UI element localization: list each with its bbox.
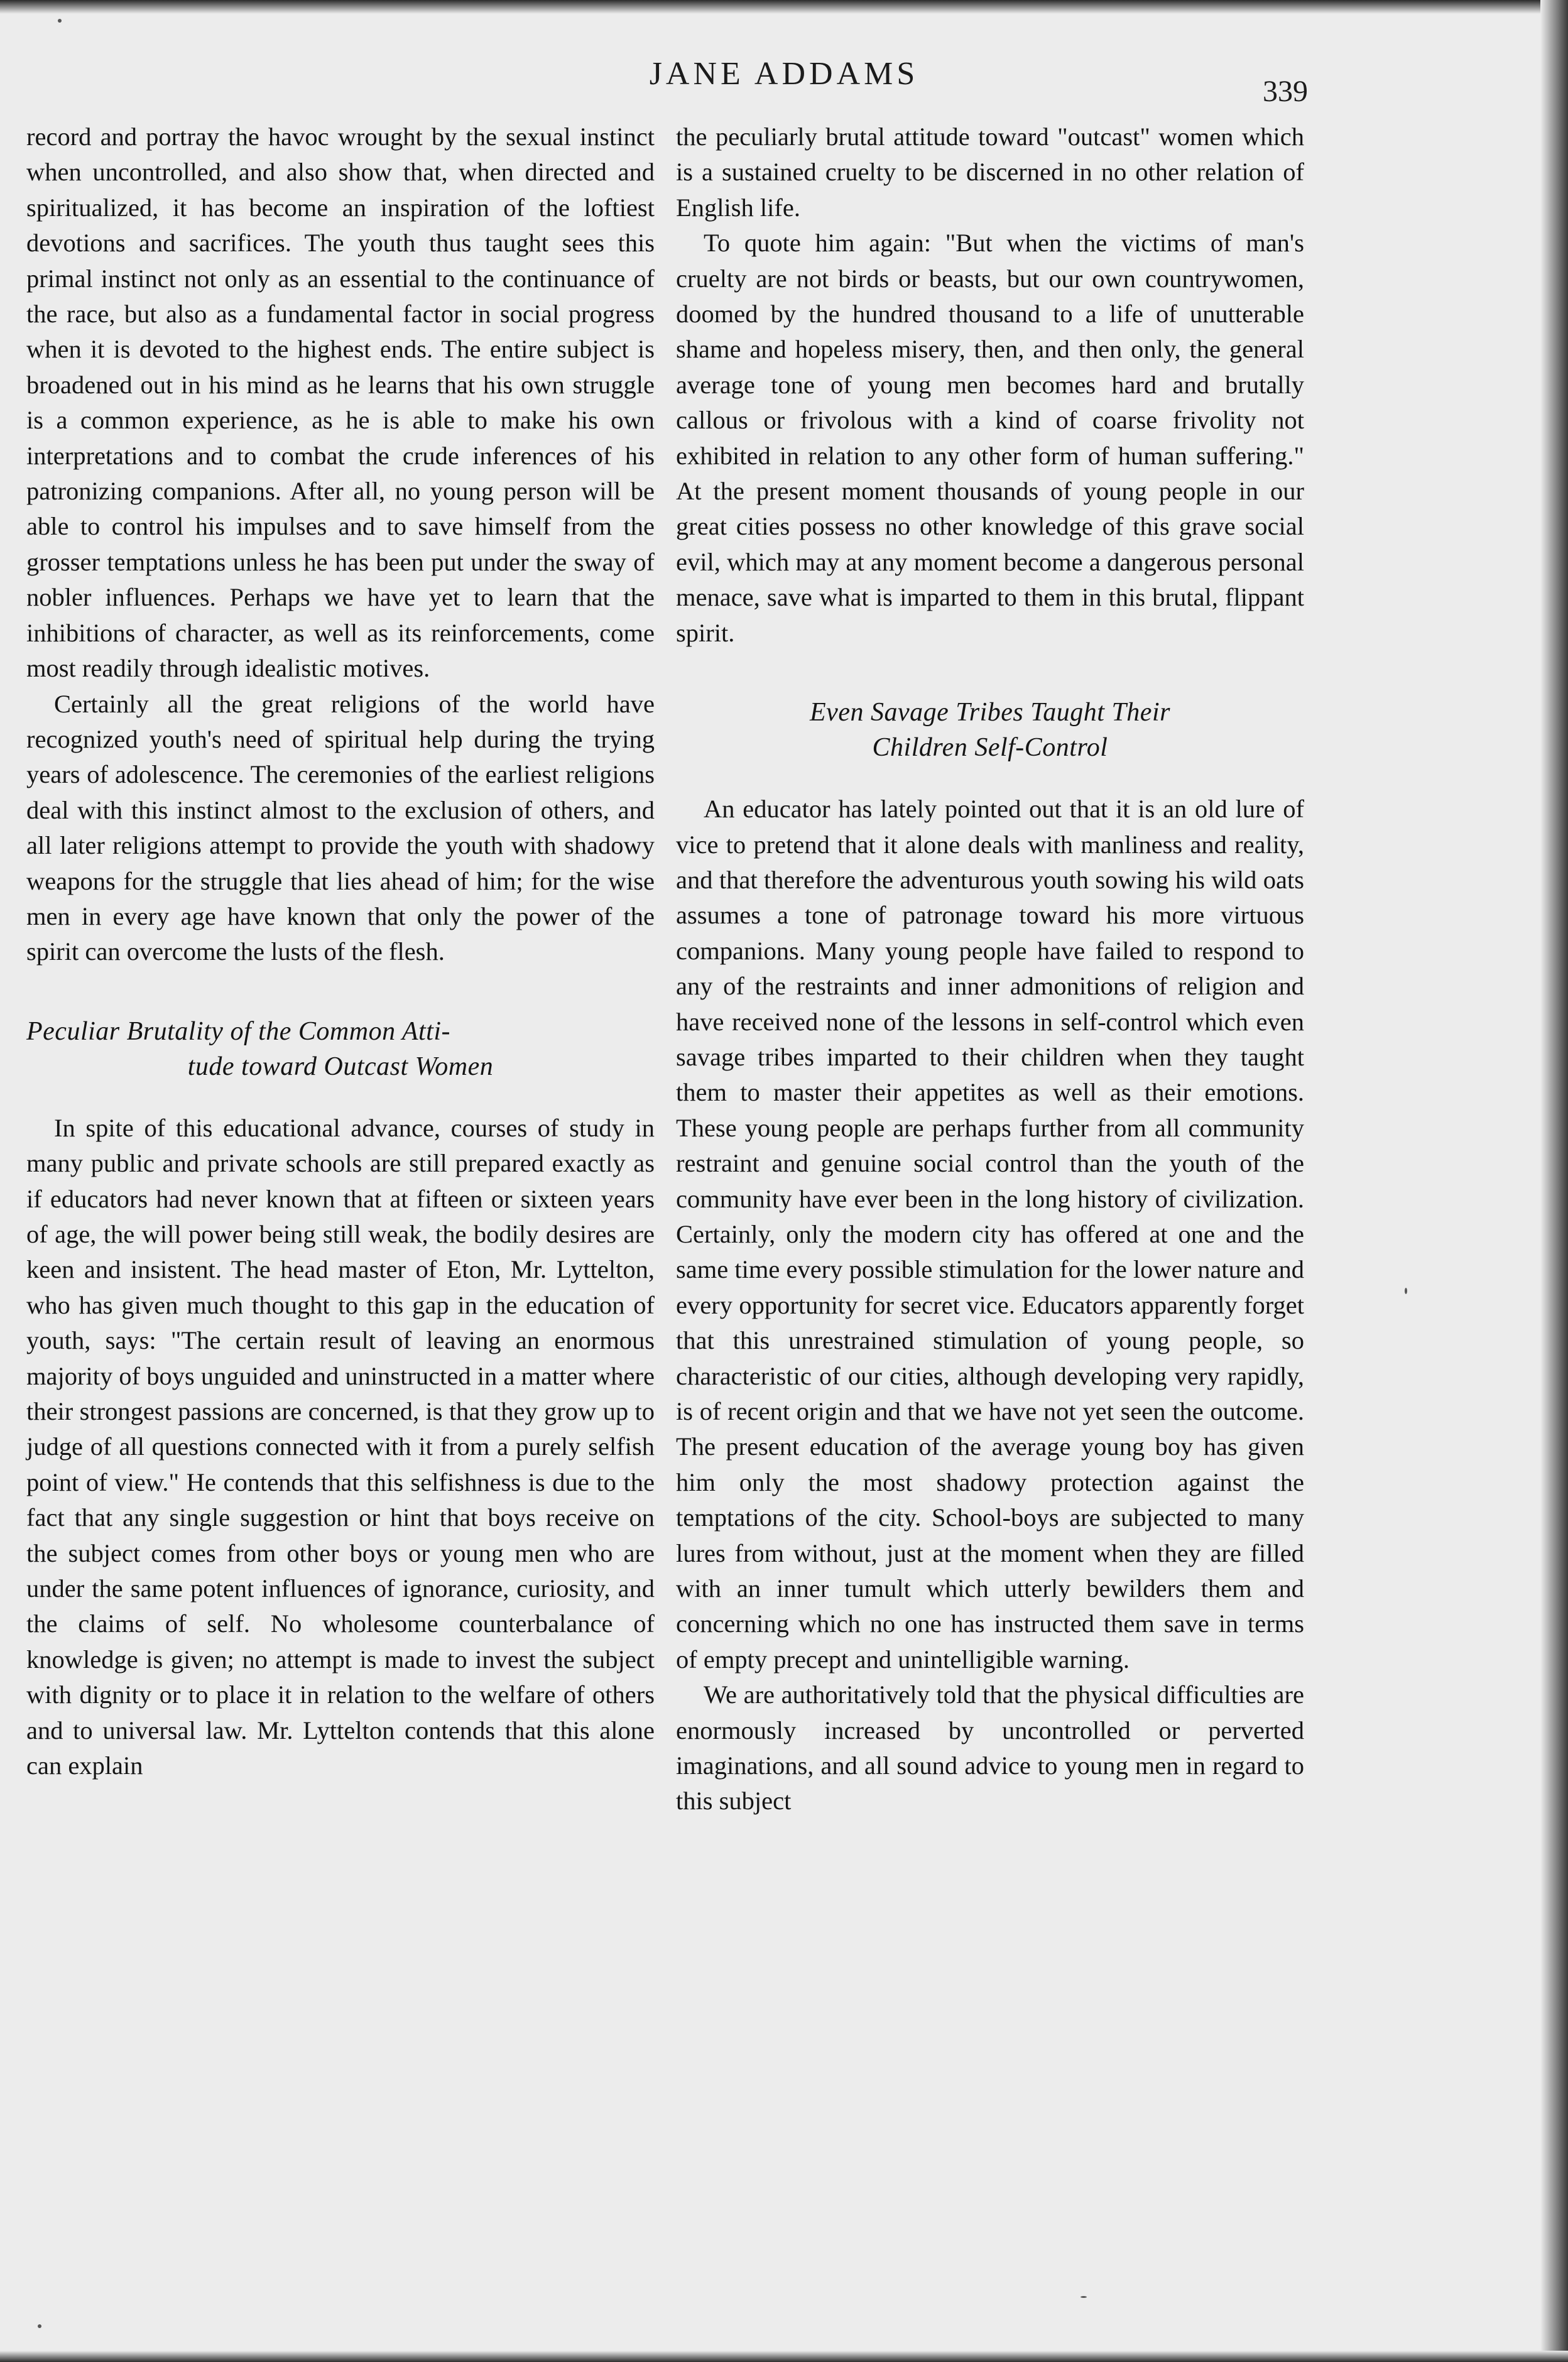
scan-edge-right — [1540, 0, 1568, 2362]
right-subheading — [676, 695, 1304, 765]
running-head: JANE ADDAMS — [649, 56, 919, 92]
right-paragraph-2: To quote him again: "But when the victims of man's cruelty are not birds or beasts, but our own countrywomen, doomed by the hundred thousand to a life of unutterable shame and hopeless misery, then, and then only, the general average tone of young men becomes hard and brutally callous or frivolous with a kind of coarse frivolity not exhibited in relation to any other form of human suffering." At the present moment thousands of young people in our great cities possess no other knowledge of this grave social evil, which may at any moment become a dangerous personal menace, save what is imparted to them in this brutal, flippant spirit. — [676, 229, 1304, 647]
right-paragraph-3: An educator has lately pointed out that it is an old lure of vice to pretend that it alone deals with manliness and reality, and that therefore the adventurous youth sowing his wild oats assumes a tone of patronage toward his more virtuous companions. Many young people have failed to respond to any of the restraints and inner admonitions of religion and have received none of the lessons in self-control which even savage tribes imparted to their children when they taught them to master their appetites as well as their emotions. These young people are perhaps further from all community restraint and genuine social control than the youth of the community have ever been in the long history of civilization. Certainly, only the modern city has offered at one and the same time every possible stimulation for the lower nature and every opportunity for secret vice. Educators apparently forget that this unrestrained stimulation of young people, so characteristic of our cities, although developing very rapidly, is of recent origin and that we have not yet seen the outcome. The present education of the average young boy has given him only the most shadowy protection against the temptations of the city. School-boys are subjected to many lures from without, just at the moment when they are filled with an inner tumult which utterly bewilders them and concerning which no one has instructed them save in terms of empty precept and unintelligible warning. — [676, 795, 1304, 1674]
scan-speck — [58, 19, 62, 23]
scan-edge-top — [0, 0, 1568, 14]
right-paragraph-1: the peculiarly brutal attitude toward "outcast" women which is a sustained cruelty to be discerned in no other relation of English life. — [676, 122, 1304, 222]
left-column — [26, 119, 655, 1783]
left-subheading-line-1: Peculiar Brutality of the Common Atti- — [26, 1016, 450, 1046]
left-subheading — [26, 1014, 655, 1084]
right-subheading-line-2: Children Self-Control — [872, 733, 1108, 763]
right-subheading-line-1: Even Savage Tribes Taught Their — [810, 698, 1170, 727]
left-paragraph-1: record and portray the havoc wrought by the sexual instinct when uncontrolled, and also show that, when directed and spiritualized, it has become an inspiration of the loftiest devotions and sacrifices. The youth thus taught sees this primal instinct not only as an essential to the continuance of the race, but also as a fundamental factor in social progress when it is devoted to the highest ends. The entire subject is broadened out in his mind as he learns that his own struggle is a common experience, as he is able to make his own interpretations and to combat the crude inferences of his patronizing companions. After all, no young person will be able to control his impulses and to save himself from the grosser temptations unless he has been put under the sway of nobler influences. Perhaps we have yet to learn that the inhibitions of character, as well as its reinforcements, come most readily through idealistic motives. — [26, 122, 655, 683]
left-paragraph-3: In spite of this educational advance, courses of study in many public and private schools are still prepared exactly as if educators had never known that at fifteen or sixteen years of age, the will power being still weak, the bodily desires are keen and insistent. The head master of Eton, Mr. Lyttelton, who has given much thought to this gap in the education of youth, says: "The certain result of leaving an enormous majority of boys unguided and uninstructed in a matter where their strongest passions are concerned, is that they grow up to judge of all questions connected with it from a purely selfish point of view." He contends that this selfishness is due to the fact that any single suggestion or hint that boys receive on the subject comes from other boys or young men who are under the same potent influences of ignorance, curiosity, and the claims of self. No wholesome counterbalance of knowledge is given; no attempt is made to invest the subject with dignity or to place it in relation to the welfare of others and to universal law. Mr. Lyttelton contends that this alone can explain — [26, 1113, 655, 1780]
left-paragraph-2: Certainly all the great religions of the world have recognized youth's need of spiritual help during the trying years of adolescence. The ceremonies of the earliest religions deal with this instinct almost to the exclusion of others, and all later religions attempt to provide the youth with shadowy weapons for the struggle that lies ahead of him; for the wise men in every age have known that only the power of the spirit can overcome the lusts of the flesh. — [26, 689, 655, 966]
left-subheading-line-2: tude toward Outcast Women — [187, 1052, 494, 1081]
scan-speck — [1405, 1288, 1407, 1294]
right-column — [676, 119, 1304, 1819]
scan-speck — [1081, 2296, 1087, 2298]
right-paragraph-4: We are authoritatively told that the physical difficulties are enormously increased by uncontrolled or perverted imaginations, and all sound advice to young men in regard to this subject — [676, 1680, 1304, 1815]
page-number: 339 — [1263, 75, 1308, 108]
scan-speck — [38, 2324, 41, 2328]
scan-edge-bottom — [0, 2351, 1568, 2362]
